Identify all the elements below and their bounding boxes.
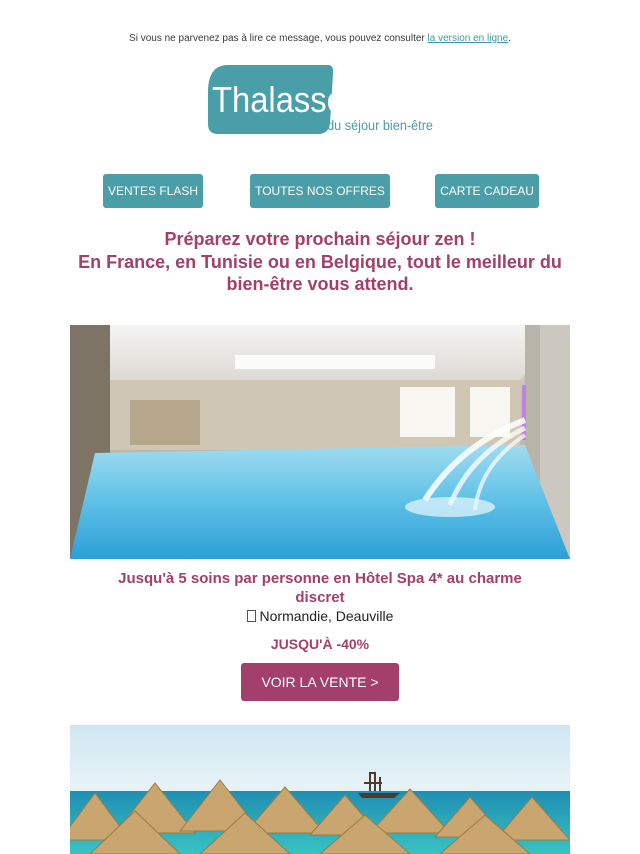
thalasseo-logo[interactable] <box>206 62 436 138</box>
headline <box>60 228 580 296</box>
carte-cadeau-button[interactable]: CARTE CADEAU <box>435 174 539 208</box>
spa-pool-image[interactable] <box>70 325 570 559</box>
offer-location <box>0 608 640 625</box>
logo-wordmark: Thalasseo.com <box>212 79 434 120</box>
online-version-link[interactable]: la version en ligne <box>427 33 509 44</box>
preheader-end: . <box>508 33 511 44</box>
offer-location-text: Normandie, Deauville <box>259 608 394 624</box>
preheader <box>0 33 640 44</box>
beach-illustration <box>70 725 570 854</box>
offer-discount: JUSQU'À -40% <box>270 636 370 652</box>
offer-title[interactable]: Jusqu'à 5 soins par personne en Hôtel Spa 4* au charme discret <box>118 570 522 606</box>
logo-tagline: Leader du séjour bien-être <box>284 118 433 133</box>
voir-la-vente-button[interactable]: VOIR LA VENTE > <box>241 663 399 701</box>
preheader-text: Si vous ne parvenez pas à lire ce message, vous pouvez consulter <box>129 33 428 44</box>
beach-umbrellas-image[interactable] <box>70 725 570 854</box>
headline-line1: Préparez votre prochain séjour zen ! <box>164 229 476 249</box>
headline-line2: En France, en Tunisie ou en Belgique, tout le meilleur du bien-être vous attend. <box>78 251 562 294</box>
map-pin-icon <box>247 609 256 625</box>
spa-pool-illustration <box>70 325 570 559</box>
ventes-flash-button[interactable]: VENTES FLASH <box>103 174 203 208</box>
logo-graphic <box>206 62 436 138</box>
toutes-nos-offres-button[interactable]: TOUTES NOS OFFRES <box>250 174 390 208</box>
